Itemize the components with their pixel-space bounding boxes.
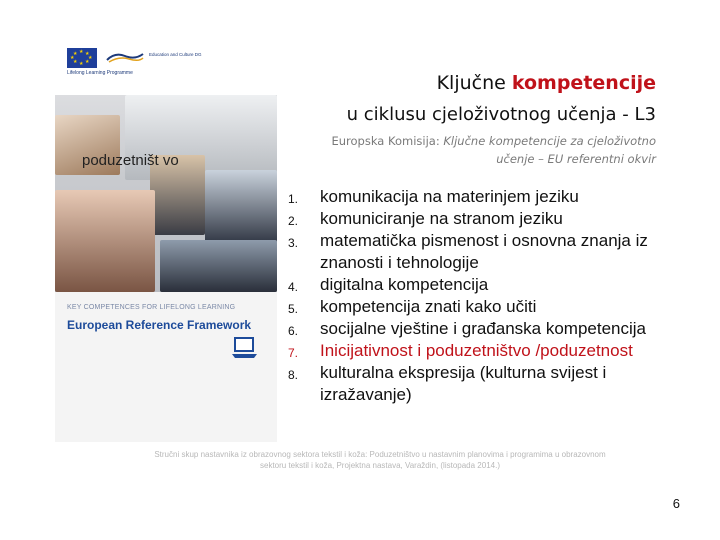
cover-header <box>55 40 277 95</box>
list-number: 5. <box>288 302 299 316</box>
list-text: Inicijativnost i poduzetništvo /poduzetnost <box>320 341 633 360</box>
slide-subtitle: u ciklusu cjeloživotnog učenja - L3 <box>346 104 656 125</box>
list-item <box>288 186 668 208</box>
slide-title <box>300 72 656 94</box>
source-prefix: Europska Komisija: <box>331 134 444 148</box>
list-text: kulturalna ekspresija (kulturna svijest i izražavanje) <box>320 363 607 404</box>
llp-logo-icon <box>105 50 145 64</box>
list-item <box>288 208 668 230</box>
photo-group <box>55 190 155 292</box>
list-item <box>288 362 668 406</box>
list-number: 2. <box>288 214 299 228</box>
list-item <box>288 274 668 296</box>
overlay-text: poduzetništ vo <box>82 152 179 169</box>
competence-list <box>288 186 668 406</box>
cover-kc-text: KEY COMPETENCES FOR LIFELONG LEARNING <box>67 304 236 311</box>
photo-office <box>205 170 277 245</box>
source-italic-1: Ključne kompetencije za cjeloživotno <box>443 134 656 148</box>
cover-framework-title: European Reference Framework <box>67 318 252 332</box>
list-number: 6. <box>288 324 299 338</box>
list-text: komuniciranje na stranom jeziku <box>320 209 563 228</box>
list-number: 4. <box>288 280 299 294</box>
list-text: digitalna kompetencija <box>320 275 489 294</box>
title-prefix: Ključne <box>436 72 512 94</box>
list-text: socijalne vještine i građanska kompetencija <box>320 319 647 338</box>
source-line-2: učenje – EU referentni okvir <box>496 152 656 166</box>
source-line-1 <box>280 134 656 148</box>
list-number: 8. <box>288 368 299 382</box>
list-number: 3. <box>288 236 299 250</box>
eu-flag-icon: ★ ★ ★ ★ ★ ★ ★ ★ <box>67 48 97 68</box>
photo-laptop <box>160 240 277 292</box>
footer-line-1: Stručni skup nastavnika iz obrazovnog sektora tekstil i koža: Poduzetništvo u nastavnim planovima i programima u obrazovnom <box>154 450 606 459</box>
photo-collage <box>55 95 277 292</box>
programme-text: Lifelong Learning Programme <box>67 70 133 76</box>
list-text: kompetencija znati kako učiti <box>320 297 537 316</box>
cover-footer <box>55 292 277 442</box>
laptop-icon <box>230 332 260 362</box>
list-number: 7. <box>288 346 299 360</box>
page-number: 6 <box>672 496 680 511</box>
list-text: matematička pismenost i osnovna znanja iz znanosti i tehnologije <box>320 231 648 272</box>
footer-line-2: sektoru tekstil i koža, Projektna nastava, Varaždin, (listopada 2014.) <box>260 461 500 470</box>
list-text: komunikacija na materinjem jeziku <box>320 187 579 206</box>
list-number: 1. <box>288 192 299 206</box>
list-item <box>288 296 668 318</box>
list-item <box>288 318 668 340</box>
list-item-highlighted <box>288 340 668 362</box>
partner-text: Education and Culture DG <box>149 52 202 57</box>
slide-footer <box>100 449 660 471</box>
list-item <box>288 230 668 274</box>
title-highlight: kompetencije <box>511 72 656 94</box>
